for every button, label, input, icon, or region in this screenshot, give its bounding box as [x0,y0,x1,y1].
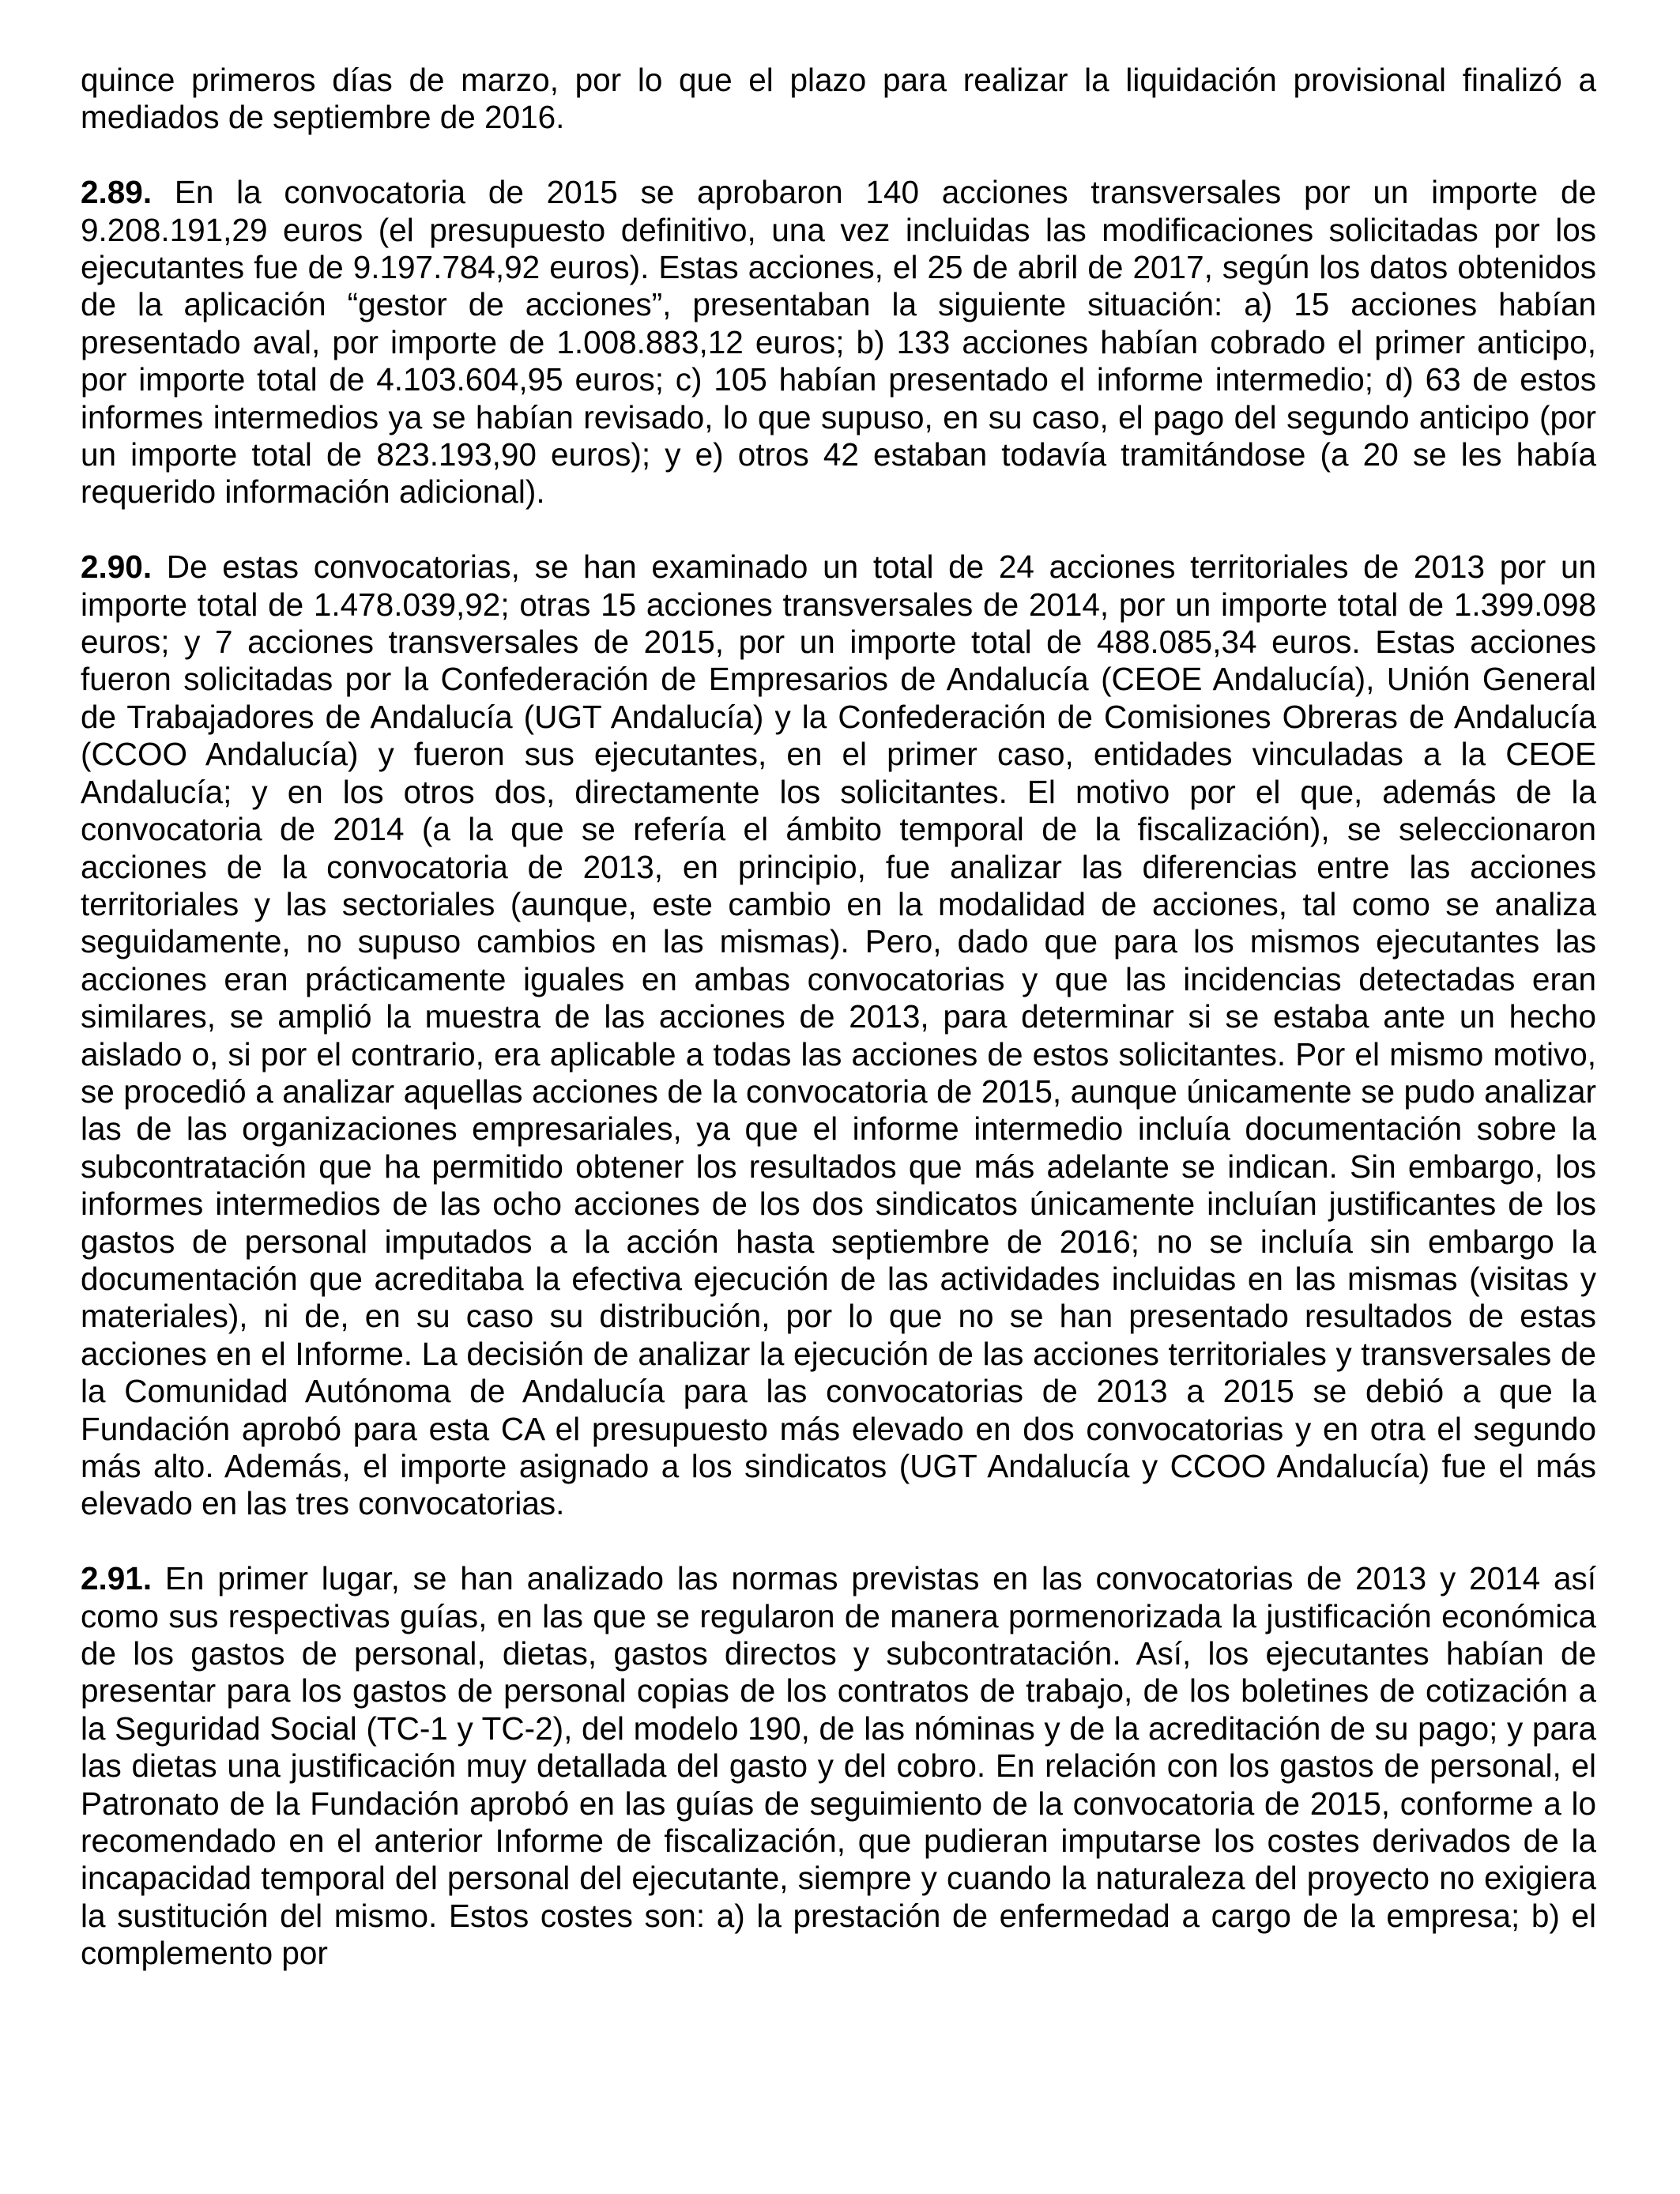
paragraph-2-89 [81,174,1596,511]
paragraph-text: De estas convocatorias, se han examinado un total de 24 acciones territoriales de 2013 por un importe total de 1.478.039,92; otras 15 acciones transversales de 2014, por un importe total de 1.399.098 euros; y 7 acciones transversales de 2015, por un importe total de 488.085,34 euros. Estas acciones fueron solicitadas por la Confederación de Empresarios de Andalucía (CEOE Andalucía), Unión General de Trabajadores de Andalucía (UGT Andalucía) y la Confederación de Comisiones Obreras de Andalucía (CCOO Andalucía) y fueron sus ejecutantes, en el primer caso, entidades vinculadas a la CEOE Andalucía; y en los otros dos, directamente los solicitantes. El motivo por el que, además de la convocatoria de 2014 (a la que se refería el ámbito temporal de la fiscalización), se seleccionaron acciones de la convocatoria de 2013, en principio, fue analizar las diferencias entre las acciones territoriales y las sectoriales (aunque, este cambio en la modalidad de acciones, tal como se analiza seguidamente, no supuso cambios en las mismas). Pero, dado que para los mismos ejecutantes las acciones eran prácticamente iguales en ambas convocatorias y que las incidencias detectadas eran similares, se amplió la muestra de las acciones de 2013, para determinar si se estaba ante un hecho aislado o, si por el contrario, era aplicable a todas las acciones de estos solicitantes. Por el mismo motivo, se procedió a analizar aquellas acciones de la convocatoria de 2015, aunque únicamente se pudo analizar las de las organizaciones empresariales, ya que el informe intermedio incluía documentación sobre la subcontratación que ha permitido obtener los resultados que más adelante se indican. Sin embargo, los informes intermedios de las ocho acciones de los dos sindicatos únicamente incluían justificantes de los gastos de personal imputados a la acción hasta septiembre de 2016; no se incluía sin embargo la documentación que acreditaba la efectiva ejecución de las actividades incluidas en las mismas (visitas y materiales), ni de, en su caso su distribución, por lo que no se han presentado resultados de estas acciones en el Informe. La decisión de analizar la ejecución de las acciones territoriales y transversales de la Comunidad Autónoma de Andalucía para las convocatorias de 2013 a 2015 se debió a que la Fundación aprobó para esta CA el presupuesto más elevado en dos convocatorias y en otra el segundo más alto. Además, el importe asignado a los sindicatos (UGT Andalucía y CCOO Andalucía) fue el más elevado en las tres convocatorias. [81,548,1596,1522]
paragraph-text: quince primeros días de marzo, por lo que el plazo para realizar la liquidación provisional finalizó a mediados de septiembre de 2016. [81,62,1596,136]
paragraph-text: En la convocatoria de 2015 se aprobaron 140 acciones transversales por un importe de 9.208.191,29 euros (el presupuesto definitivo, una vez incluidas las modificaciones solicitadas por los ejecutantes fue de 9.197.784,92 euros). Estas acciones, el 25 de abril de 2017, según los datos obtenidos de la aplicación “gestor de acciones”, presentaban la siguiente situación: a) 15 acciones habían presentado aval, por importe de 1.008.883,12 euros; b) 133 acciones habían cobrado el primer anticipo, por importe total de 4.103.604,95 euros; c) 105 habían presentado el informe intermedio; d) 63 de estos informes intermedios ya se habían revisado, lo que supuso, en su caso, el pago del segundo anticipo (por un importe total de 823.193,90 euros); y e) otros 42 estaban todavía tramitándose (a 20 se les había requerido información adicional). [81,174,1596,511]
paragraph-continuation [81,62,1596,137]
paragraph-2-90 [81,548,1596,1523]
paragraph-number: 2.89. [81,174,153,211]
paragraph-text: En primer lugar, se han analizado las normas previstas en las convocatorias de 2013 y 2014 así como sus respectivas guías, en las que se regularon de manera pormenorizada la justificación económica de los gastos de personal, dietas, gastos directos y subcontratación. Así, los ejecutantes habían de presentar para los gastos de personal copias de los contratos de trabajo, de los boletines de cotización a la Seguridad Social (TC-1 y TC-2), del modelo 190, de las nóminas y de la acreditación de su pago; y para las dietas una justificación muy detallada del gasto y del cobro. En relación con los gastos de personal, el Patronato de la Fundación aprobó en las guías de seguimiento de la convocatoria de 2015, conforme a lo recomendado en el anterior Informe de fiscalización, que pudieran imputarse los costes derivados de la incapacidad temporal del personal del ejecutante, siempre y cuando la naturaleza del proyecto no exigiera la sustitución del mismo. Estos costes son: a) la prestación de enfermedad a cargo de la empresa; b) el complemento por [81,1560,1596,1972]
paragraph-number: 2.90. [81,548,153,586]
document-page [81,62,1596,1973]
paragraph-number: 2.91. [81,1560,153,1597]
paragraph-2-91 [81,1560,1596,1972]
